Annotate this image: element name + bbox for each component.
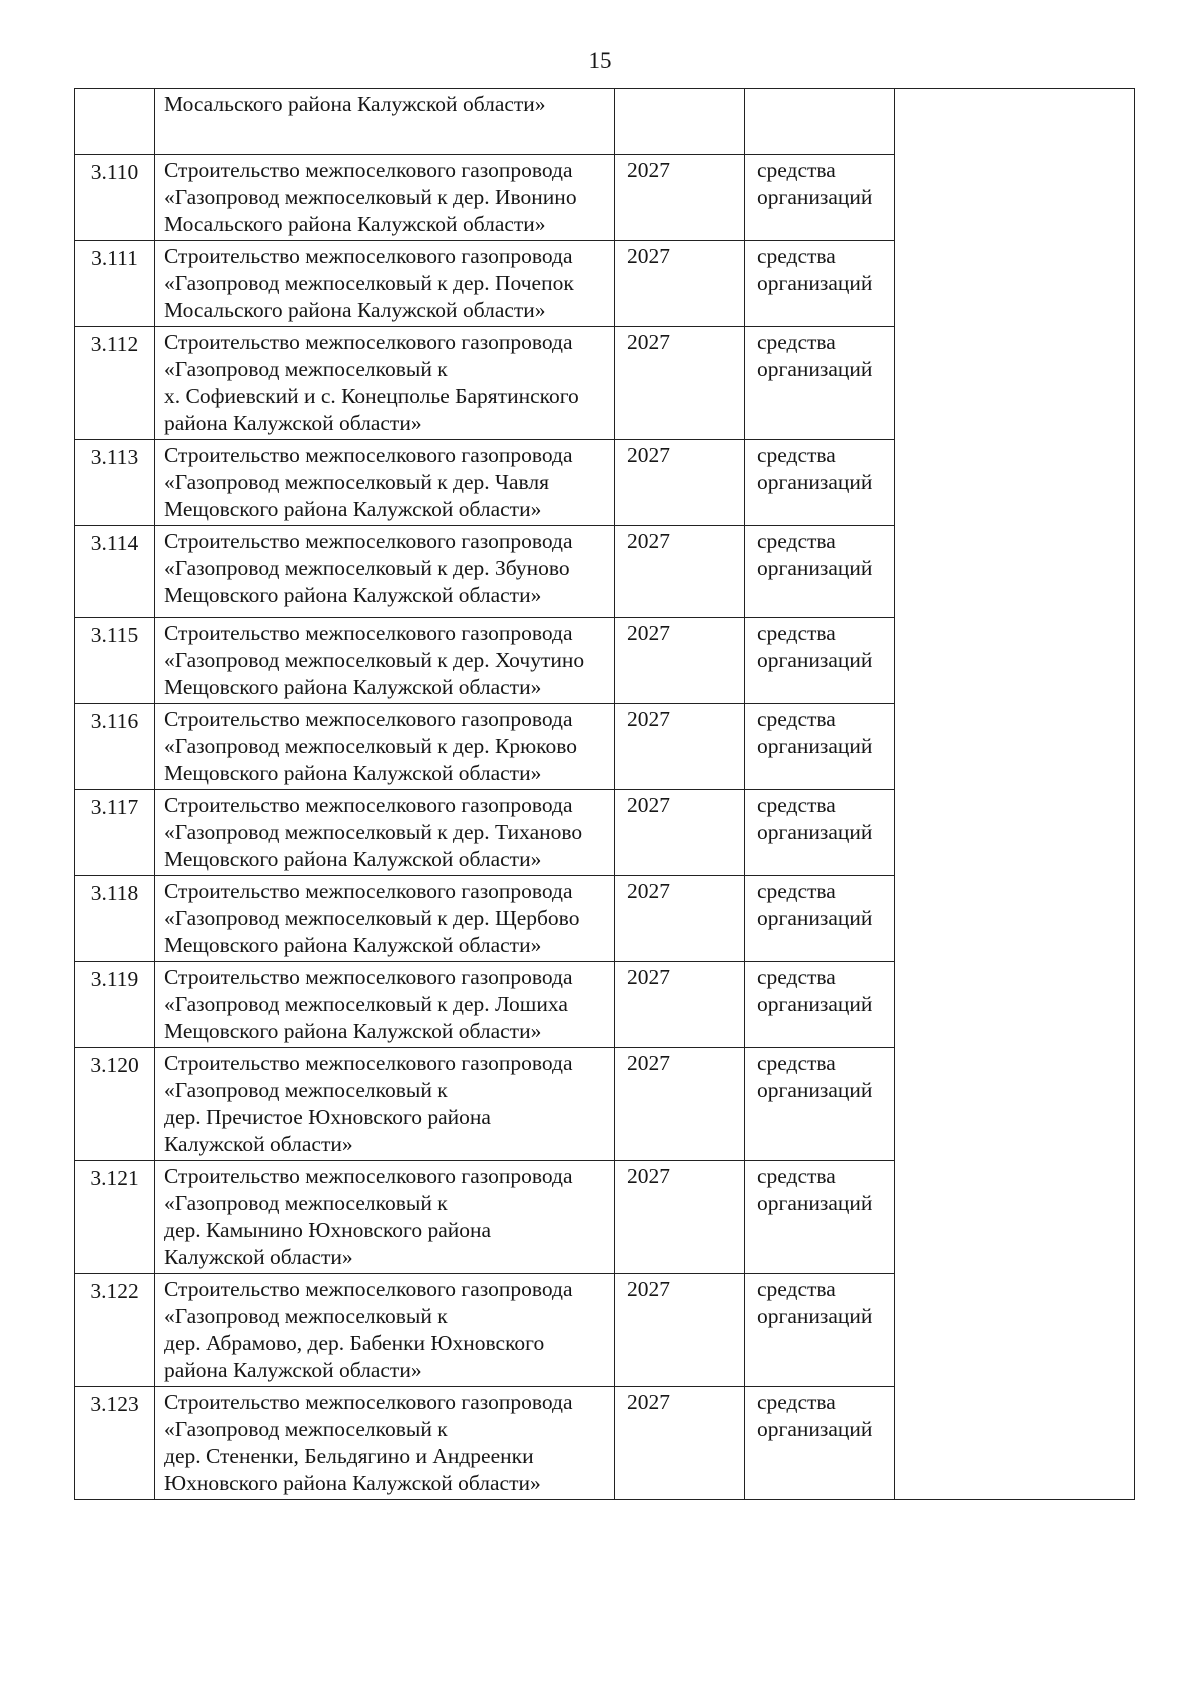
- row-year-cell: 2027: [615, 962, 745, 1048]
- row-extra-cell: [895, 440, 1135, 526]
- title-line: дер. Абрамово, дер. Бабенки Юхновского: [164, 1331, 545, 1355]
- row-source-cell: [745, 704, 895, 790]
- title-line: Мещовского района Калужской области»: [164, 497, 542, 521]
- source-line: средства: [757, 1164, 836, 1188]
- title-line: Калужской области»: [164, 1132, 353, 1156]
- title-line: дер. Пречистое Юхновского района: [164, 1105, 491, 1129]
- table-row: [75, 1161, 1135, 1274]
- source-line: организаций: [757, 1417, 873, 1441]
- title-line: Строительство межпоселкового газопровода: [164, 793, 573, 817]
- row-source-cell: [745, 790, 895, 876]
- row-year-cell: 2027: [615, 790, 745, 876]
- source-line: средства: [757, 965, 836, 989]
- row-number-cell: 3.112: [75, 327, 155, 440]
- row-title-cell: [155, 1387, 615, 1500]
- row-source-cell: [745, 526, 895, 618]
- row-number-cell: 3.110: [75, 155, 155, 241]
- title-line: Строительство межпоселкового газопровода: [164, 158, 573, 182]
- row-title-cell: [155, 876, 615, 962]
- title-line: «Газопровод межпоселковый к дер. Лошиха: [164, 992, 568, 1016]
- title-line: Строительство межпоселкового газопровода: [164, 879, 573, 903]
- table-row: [75, 440, 1135, 526]
- title-line: «Газопровод межпоселковый к: [164, 1191, 448, 1215]
- row-title-cell: [155, 1161, 615, 1274]
- row-source-cell: [745, 1274, 895, 1387]
- source-line: организаций: [757, 648, 873, 672]
- source-line: организаций: [757, 1304, 873, 1328]
- row-number-cell: 3.121: [75, 1161, 155, 1274]
- title-line: района Калужской области»: [164, 411, 422, 435]
- title-line: х. Софиевский и с. Конецполье Барятинского: [164, 384, 579, 408]
- source-line: организаций: [757, 992, 873, 1016]
- title-line: «Газопровод межпоселковый к дер. Чавля: [164, 470, 550, 494]
- row-extra-cell: [895, 1161, 1135, 1274]
- title-line: Строительство межпоселкового газопровода: [164, 1277, 573, 1301]
- row-year-cell: [615, 89, 745, 155]
- row-extra-cell: [895, 241, 1135, 327]
- row-number-cell: [75, 89, 155, 155]
- row-title-cell: [155, 327, 615, 440]
- table-row: [75, 876, 1135, 962]
- row-year-cell: 2027: [615, 1161, 745, 1274]
- title-line: «Газопровод межпоселковый к дер. Збуново: [164, 556, 570, 580]
- row-source-cell: [745, 618, 895, 704]
- title-line: Мосальского района Калужской области»: [164, 212, 546, 236]
- title-line: «Газопровод межпоселковый к дер. Крюково: [164, 734, 578, 758]
- row-extra-cell: [895, 876, 1135, 962]
- source-line: средства: [757, 879, 836, 903]
- row-title-cell: [155, 1274, 615, 1387]
- source-line: организаций: [757, 1191, 873, 1215]
- row-year-cell: 2027: [615, 1387, 745, 1500]
- title-line: Строительство межпоселкового газопровода: [164, 1051, 573, 1075]
- row-source-cell: [745, 155, 895, 241]
- source-line: средства: [757, 707, 836, 731]
- title-line: «Газопровод межпоселковый к: [164, 1417, 448, 1441]
- title-line: Мещовского района Калужской области»: [164, 583, 542, 607]
- row-extra-cell: [895, 962, 1135, 1048]
- row-source-cell: [745, 89, 895, 155]
- title-line: Калужской области»: [164, 1245, 353, 1269]
- row-year-cell: 2027: [615, 704, 745, 790]
- source-line: средства: [757, 330, 836, 354]
- title-line: Строительство межпоселкового газопровода: [164, 621, 573, 645]
- source-line: средства: [757, 1390, 836, 1414]
- row-number-cell: 3.116: [75, 704, 155, 790]
- row-source-cell: [745, 241, 895, 327]
- source-line: организаций: [757, 556, 873, 580]
- title-line: Строительство межпоселкового газопровода: [164, 965, 573, 989]
- title-line: Мосальского района Калужской области»: [164, 298, 546, 322]
- program-table: [74, 88, 1135, 1500]
- title-line: «Газопровод межпоселковый к дер. Почепок: [164, 271, 574, 295]
- row-number-cell: 3.118: [75, 876, 155, 962]
- page-number: 15: [588, 48, 612, 73]
- source-line: средства: [757, 621, 836, 645]
- title-line: Мещовского района Калужской области»: [164, 847, 542, 871]
- title-line: Мещовского района Калужской области»: [164, 933, 542, 957]
- source-line: организаций: [757, 734, 873, 758]
- row-year-cell: 2027: [615, 241, 745, 327]
- row-title-cell: [155, 618, 615, 704]
- row-number-cell: 3.113: [75, 440, 155, 526]
- row-extra-cell: [895, 327, 1135, 440]
- source-line: организаций: [757, 1078, 873, 1102]
- row-year-cell: 2027: [615, 526, 745, 618]
- row-number-cell: 3.119: [75, 962, 155, 1048]
- title-line: «Газопровод межпоселковый к: [164, 357, 448, 381]
- title-line: Мосальского района Калужской области»: [164, 92, 546, 116]
- row-extra-cell: [895, 618, 1135, 704]
- source-line: средства: [757, 529, 836, 553]
- row-extra-cell: [895, 1387, 1135, 1500]
- title-line: «Газопровод межпоселковый к: [164, 1078, 448, 1102]
- row-title-cell: [155, 704, 615, 790]
- row-extra-cell: [895, 526, 1135, 618]
- row-source-cell: [745, 962, 895, 1048]
- title-line: Мещовского района Калужской области»: [164, 761, 542, 785]
- row-number-cell: 3.111: [75, 241, 155, 327]
- title-line: Строительство межпоселкового газопровода: [164, 1164, 573, 1188]
- table-row: [75, 704, 1135, 790]
- row-source-cell: [745, 327, 895, 440]
- table-row: [75, 790, 1135, 876]
- title-line: Юхновского района Калужской области»: [164, 1471, 541, 1495]
- row-source-cell: [745, 876, 895, 962]
- table-body: [75, 89, 1135, 1500]
- source-line: организаций: [757, 906, 873, 930]
- title-line: «Газопровод межпоселковый к дер. Щербово: [164, 906, 580, 930]
- row-title-cell: [155, 1048, 615, 1161]
- title-line: Строительство межпоселкового газопровода: [164, 707, 573, 731]
- source-line: средства: [757, 158, 836, 182]
- table-row: [75, 327, 1135, 440]
- title-line: Мещовского района Калужской области»: [164, 1019, 542, 1043]
- source-line: средства: [757, 1051, 836, 1075]
- title-line: дер. Стененки, Бельдягино и Андреенки: [164, 1444, 534, 1468]
- row-number-cell: 3.120: [75, 1048, 155, 1161]
- continuation-row: [75, 89, 1135, 155]
- table-row: [75, 618, 1135, 704]
- table-row: [75, 526, 1135, 618]
- row-year-cell: 2027: [615, 327, 745, 440]
- row-source-cell: [745, 1161, 895, 1274]
- title-line: Строительство межпоселкового газопровода: [164, 244, 573, 268]
- row-year-cell: 2027: [615, 1048, 745, 1161]
- row-title-cell: [155, 526, 615, 618]
- row-extra-cell: [895, 790, 1135, 876]
- row-number-cell: 3.114: [75, 526, 155, 618]
- table-row: [75, 1048, 1135, 1161]
- table-row: [75, 1274, 1135, 1387]
- row-extra-cell: [895, 1274, 1135, 1387]
- row-number-cell: 3.123: [75, 1387, 155, 1500]
- title-line: «Газопровод межпоселковый к: [164, 1304, 448, 1328]
- row-source-cell: [745, 1048, 895, 1161]
- table-row: [75, 155, 1135, 241]
- row-source-cell: [745, 440, 895, 526]
- row-year-cell: 2027: [615, 440, 745, 526]
- table-row: [75, 241, 1135, 327]
- row-title-cell: [155, 440, 615, 526]
- title-line: «Газопровод межпоселковый к дер. Ивонино: [164, 185, 577, 209]
- source-line: организаций: [757, 820, 873, 844]
- source-line: организаций: [757, 357, 873, 381]
- source-line: средства: [757, 793, 836, 817]
- title-line: «Газопровод межпоселковый к дер. Хочутино: [164, 648, 585, 672]
- row-title-cell: [155, 790, 615, 876]
- row-title-cell: [155, 89, 615, 155]
- source-line: организаций: [757, 470, 873, 494]
- row-extra-cell: [895, 1048, 1135, 1161]
- source-line: организаций: [757, 271, 873, 295]
- row-source-cell: [745, 1387, 895, 1500]
- row-year-cell: 2027: [615, 618, 745, 704]
- row-extra-cell: [895, 704, 1135, 790]
- row-title-cell: [155, 241, 615, 327]
- row-year-cell: 2027: [615, 876, 745, 962]
- row-extra-cell: [895, 155, 1135, 241]
- row-year-cell: 2027: [615, 1274, 745, 1387]
- title-line: дер. Камынино Юхновского района: [164, 1218, 492, 1242]
- source-line: средства: [757, 244, 836, 268]
- row-year-cell: 2027: [615, 155, 745, 241]
- title-line: Строительство межпоселкового газопровода: [164, 529, 573, 553]
- title-line: Строительство межпоселкового газопровода: [164, 330, 573, 354]
- row-number-cell: 3.115: [75, 618, 155, 704]
- source-line: средства: [757, 1277, 836, 1301]
- title-line: Мещовского района Калужской области»: [164, 675, 542, 699]
- row-title-cell: [155, 962, 615, 1048]
- title-line: района Калужской области»: [164, 1358, 422, 1382]
- source-line: организаций: [757, 185, 873, 209]
- title-line: Строительство межпоселкового газопровода: [164, 1390, 573, 1414]
- table-row: [75, 1387, 1135, 1500]
- row-number-cell: 3.122: [75, 1274, 155, 1387]
- row-number-cell: 3.117: [75, 790, 155, 876]
- title-line: «Газопровод межпоселковый к дер. Тиханово: [164, 820, 583, 844]
- source-line: средства: [757, 443, 836, 467]
- row-extra-cell: [895, 89, 1135, 155]
- title-line: Строительство межпоселкового газопровода: [164, 443, 573, 467]
- table-row: [75, 962, 1135, 1048]
- row-title-cell: [155, 155, 615, 241]
